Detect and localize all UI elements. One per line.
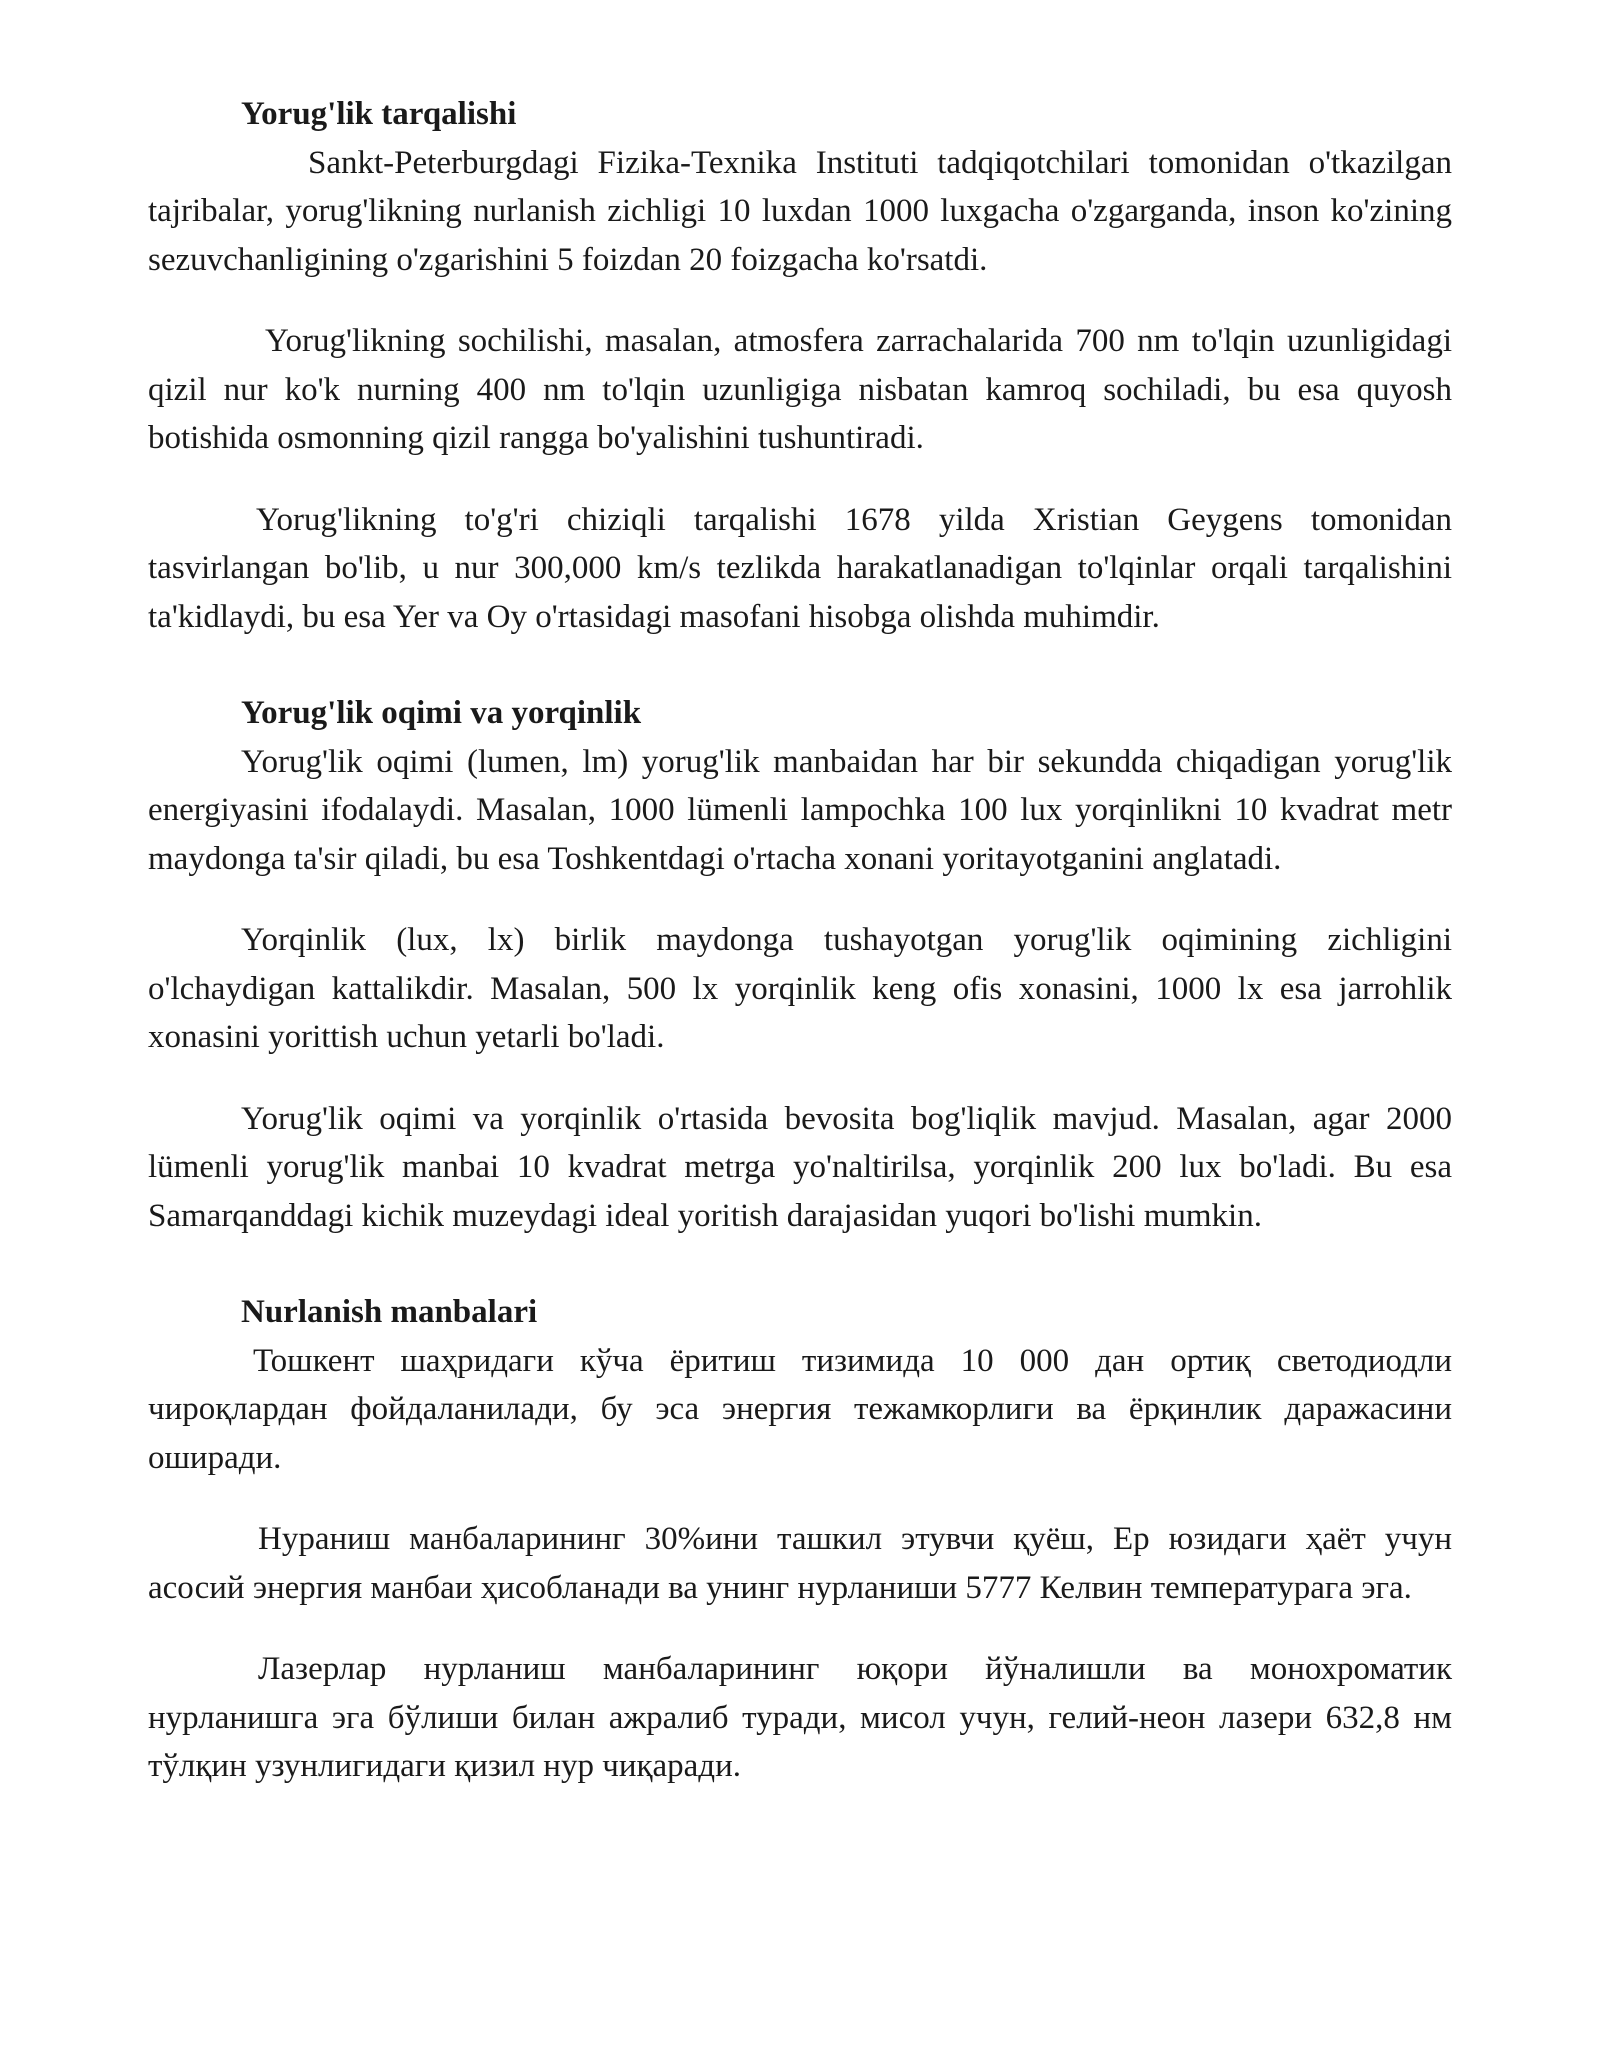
paragraph: Yorqinlik (lux, lx) birlik maydonga tushayotgan yorug'lik oqimining zichligini o'lchaydigan kattalikdir. Masalan, 500 lx yorqinlik keng ofis xonasini, 1000 lx esa jarrohlik xonasini yorittish uchun yetarli bo'ladi. xyxy=(148,922,1452,1055)
paragraph: Yorug'lik oqimi (lumen, lm) yorug'lik manbaidan har bir sekundda chiqadigan yorug'lik energiyasini ifodalaydi. Masalan, 1000 lümenli lampochka 100 lux yorqinlikni 10 kvadrat metr maydonga ta'sir qiladi, bu esa Toshkentdagi o'rtacha xonani yoritayotganini anglatadi. xyxy=(148,743,1452,877)
section-heading: Yorug'lik oqimi va yorqinlik xyxy=(241,695,642,731)
section-heading: Nurlanish manbalari xyxy=(241,1294,538,1330)
paragraph: Тошкент шаҳридаги кўча ёритиш тизимида 10 000 дан ортиқ светодиодли чироқлардан фойдаланилади, бу эса энергия тежамкорлиги ва ёрқинлик даражасини оширади. xyxy=(148,1342,1452,1476)
section-heading: Yorug'lik tarqalishi xyxy=(241,96,517,132)
paragraph: Sankt-Peterburgdagi Fizika-Texnika Instituti tadqiqotchilari tomonidan o'tkazilgan tajribalar, yorug'likning nurlanish zichligi 10 luxdan 1000 luxgacha o'zgarganda, inson ko'zining sezuvchanligining o'zgarishini 5 foizdan 20 foizgacha ko'rsatdi. xyxy=(148,144,1452,278)
document-page xyxy=(148,90,1452,1791)
paragraph: Yorug'likning to'g'ri chiziqli tarqalishi 1678 yilda Xristian Geygens tomonidan tasvirlangan bo'lib, u nur 300,000 km/s tezlikda harakatlanadigan to'lqinlar orqali tarqalishini ta'kidlaydi, bu esa Yer va Oy o'rtasidagi masofani hisobga olishda muhimdir. xyxy=(148,501,1452,635)
paragraph: Нураниш манбаларининг 30%ини ташкил этувчи қуёш, Ер юзидаги ҳаёт учун асосий энергия манбаи ҳисобланади ва унинг нурланиши 5777 Келвин температурага эга. xyxy=(148,1521,1452,1606)
paragraph: Yorug'likning sochilishi, masalan, atmosfera zarrachalarida 700 nm to'lqin uzunligidagi qizil nur ko'k nurning 400 nm to'lqin uzunligiga nisbatan kamroq sochiladi, bu esa quyosh botishida osmonning qizil rangga bo'yalishini tushuntiradi. xyxy=(148,323,1452,456)
paragraph: Лазерлар нурланиш манбаларининг юқори йўналишли ва монохроматик нурланишга эга бўлиши билан ажралиб туради, мисол учун, гелий-неон лазери 632,8 нм тўлқин узунлигидаги қизил нур чиқаради. xyxy=(148,1651,1452,1784)
paragraph: Yorug'lik oqimi va yorqinlik o'rtasida bevosita bog'liqlik mavjud. Masalan, agar 2000 lümenli yorug'lik manbai 10 kvadrat metrga yo'naltirilsa, yorqinlik 200 lux bo'ladi. Bu esa Samarqanddagi kichik muzeydagi ideal yoritish darajasidan yuqori bo'lishi mumkin. xyxy=(148,1100,1452,1234)
